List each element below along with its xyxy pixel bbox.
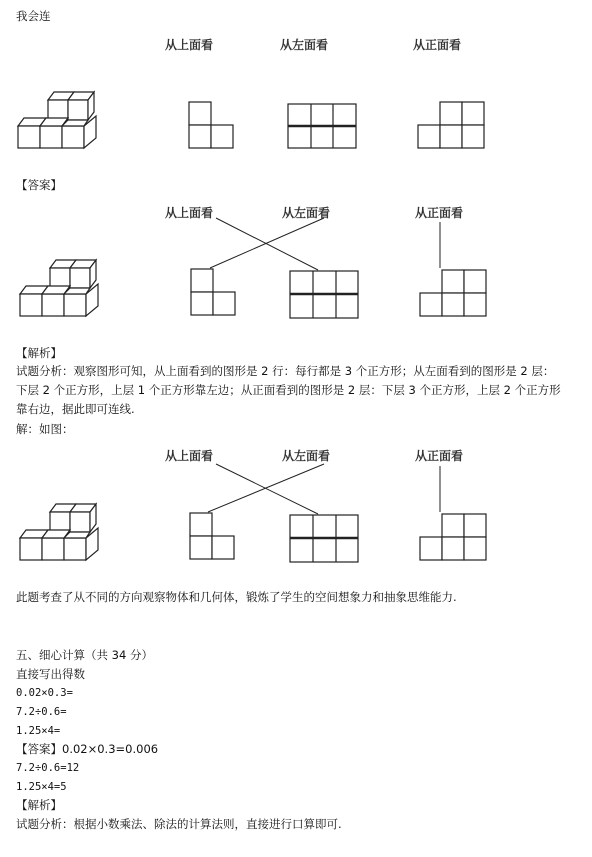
cube-stack-3d bbox=[18, 92, 96, 148]
question-figures bbox=[0, 0, 592, 160]
question-3: 1.25×4= bbox=[16, 725, 61, 737]
cube-stack-3d bbox=[20, 260, 98, 316]
label-view-left-answer: 从左面看 bbox=[282, 206, 331, 220]
label-view-left-solution: 从左面看 bbox=[282, 449, 331, 463]
cube-stack-3d bbox=[20, 504, 98, 560]
front-view-shape bbox=[420, 270, 486, 316]
answer-figures bbox=[0, 160, 592, 330]
section5-title: 五、细心计算（共 34 分） bbox=[16, 648, 153, 662]
solution-label: 解：如图： bbox=[16, 422, 74, 436]
analysis-line-2: 下层 2 个正方形，上层 1 个正方形靠左边；从正面看到的图形是 2 层：下层 3 个正方形，上层 2 个正方形 bbox=[16, 383, 561, 397]
label-view-top: 从上面看 bbox=[165, 38, 214, 52]
left-view-shape bbox=[290, 271, 358, 318]
left-view-shape bbox=[288, 104, 356, 148]
connecting-lines bbox=[210, 218, 440, 270]
question-1: 0.02×0.3= bbox=[16, 687, 73, 699]
label-view-front-solution: 从正面看 bbox=[415, 449, 464, 463]
analysis-paragraph bbox=[16, 362, 582, 419]
analysis-line-1: 试题分析：观察图形可知，从上面看到的图形是 2 行：每行都是 3 个正方形；从左面看到的图形是 2 层： bbox=[16, 364, 555, 378]
question-2: 7.2÷0.6= bbox=[16, 706, 67, 718]
intro-title: 我会连 bbox=[16, 9, 51, 23]
answer2-line-1: 【答案】0.02×0.3=0.006 bbox=[16, 742, 159, 756]
answer-heading: 【答案】 bbox=[16, 178, 62, 192]
top-view-shape bbox=[189, 102, 233, 148]
label-view-front-answer: 从正面看 bbox=[415, 206, 464, 220]
connecting-lines bbox=[208, 464, 440, 514]
solution-figures bbox=[0, 440, 592, 570]
label-view-top-answer: 从上面看 bbox=[165, 206, 214, 220]
conclusion-text: 此题考查了从不同的方向观察物体和几何体，锻炼了学生的空间想象力和抽象思维能力. bbox=[16, 590, 457, 604]
answer2-line-3: 1.25×4=5 bbox=[16, 781, 67, 793]
label-view-front: 从正面看 bbox=[413, 38, 462, 52]
label-view-left: 从左面看 bbox=[280, 38, 329, 52]
left-view-shape bbox=[290, 515, 358, 562]
top-view-shape bbox=[190, 513, 234, 559]
front-view-shape bbox=[418, 102, 484, 148]
answer2-line-2: 7.2÷0.6=12 bbox=[16, 762, 80, 774]
top-view-shape bbox=[191, 269, 235, 315]
analysis2-heading: 【解析】 bbox=[16, 798, 62, 812]
analysis2-text: 试题分析：根据小数乘法、除法的计算法则，直接进行口算即可. bbox=[16, 817, 342, 831]
analysis-heading: 【解析】 bbox=[16, 346, 62, 360]
section5-subtitle: 直接写出得数 bbox=[16, 667, 85, 681]
front-view-shape bbox=[420, 514, 486, 560]
analysis-line-3: 靠右边，据此即可连线. bbox=[16, 402, 135, 416]
label-view-top-solution: 从上面看 bbox=[165, 449, 214, 463]
